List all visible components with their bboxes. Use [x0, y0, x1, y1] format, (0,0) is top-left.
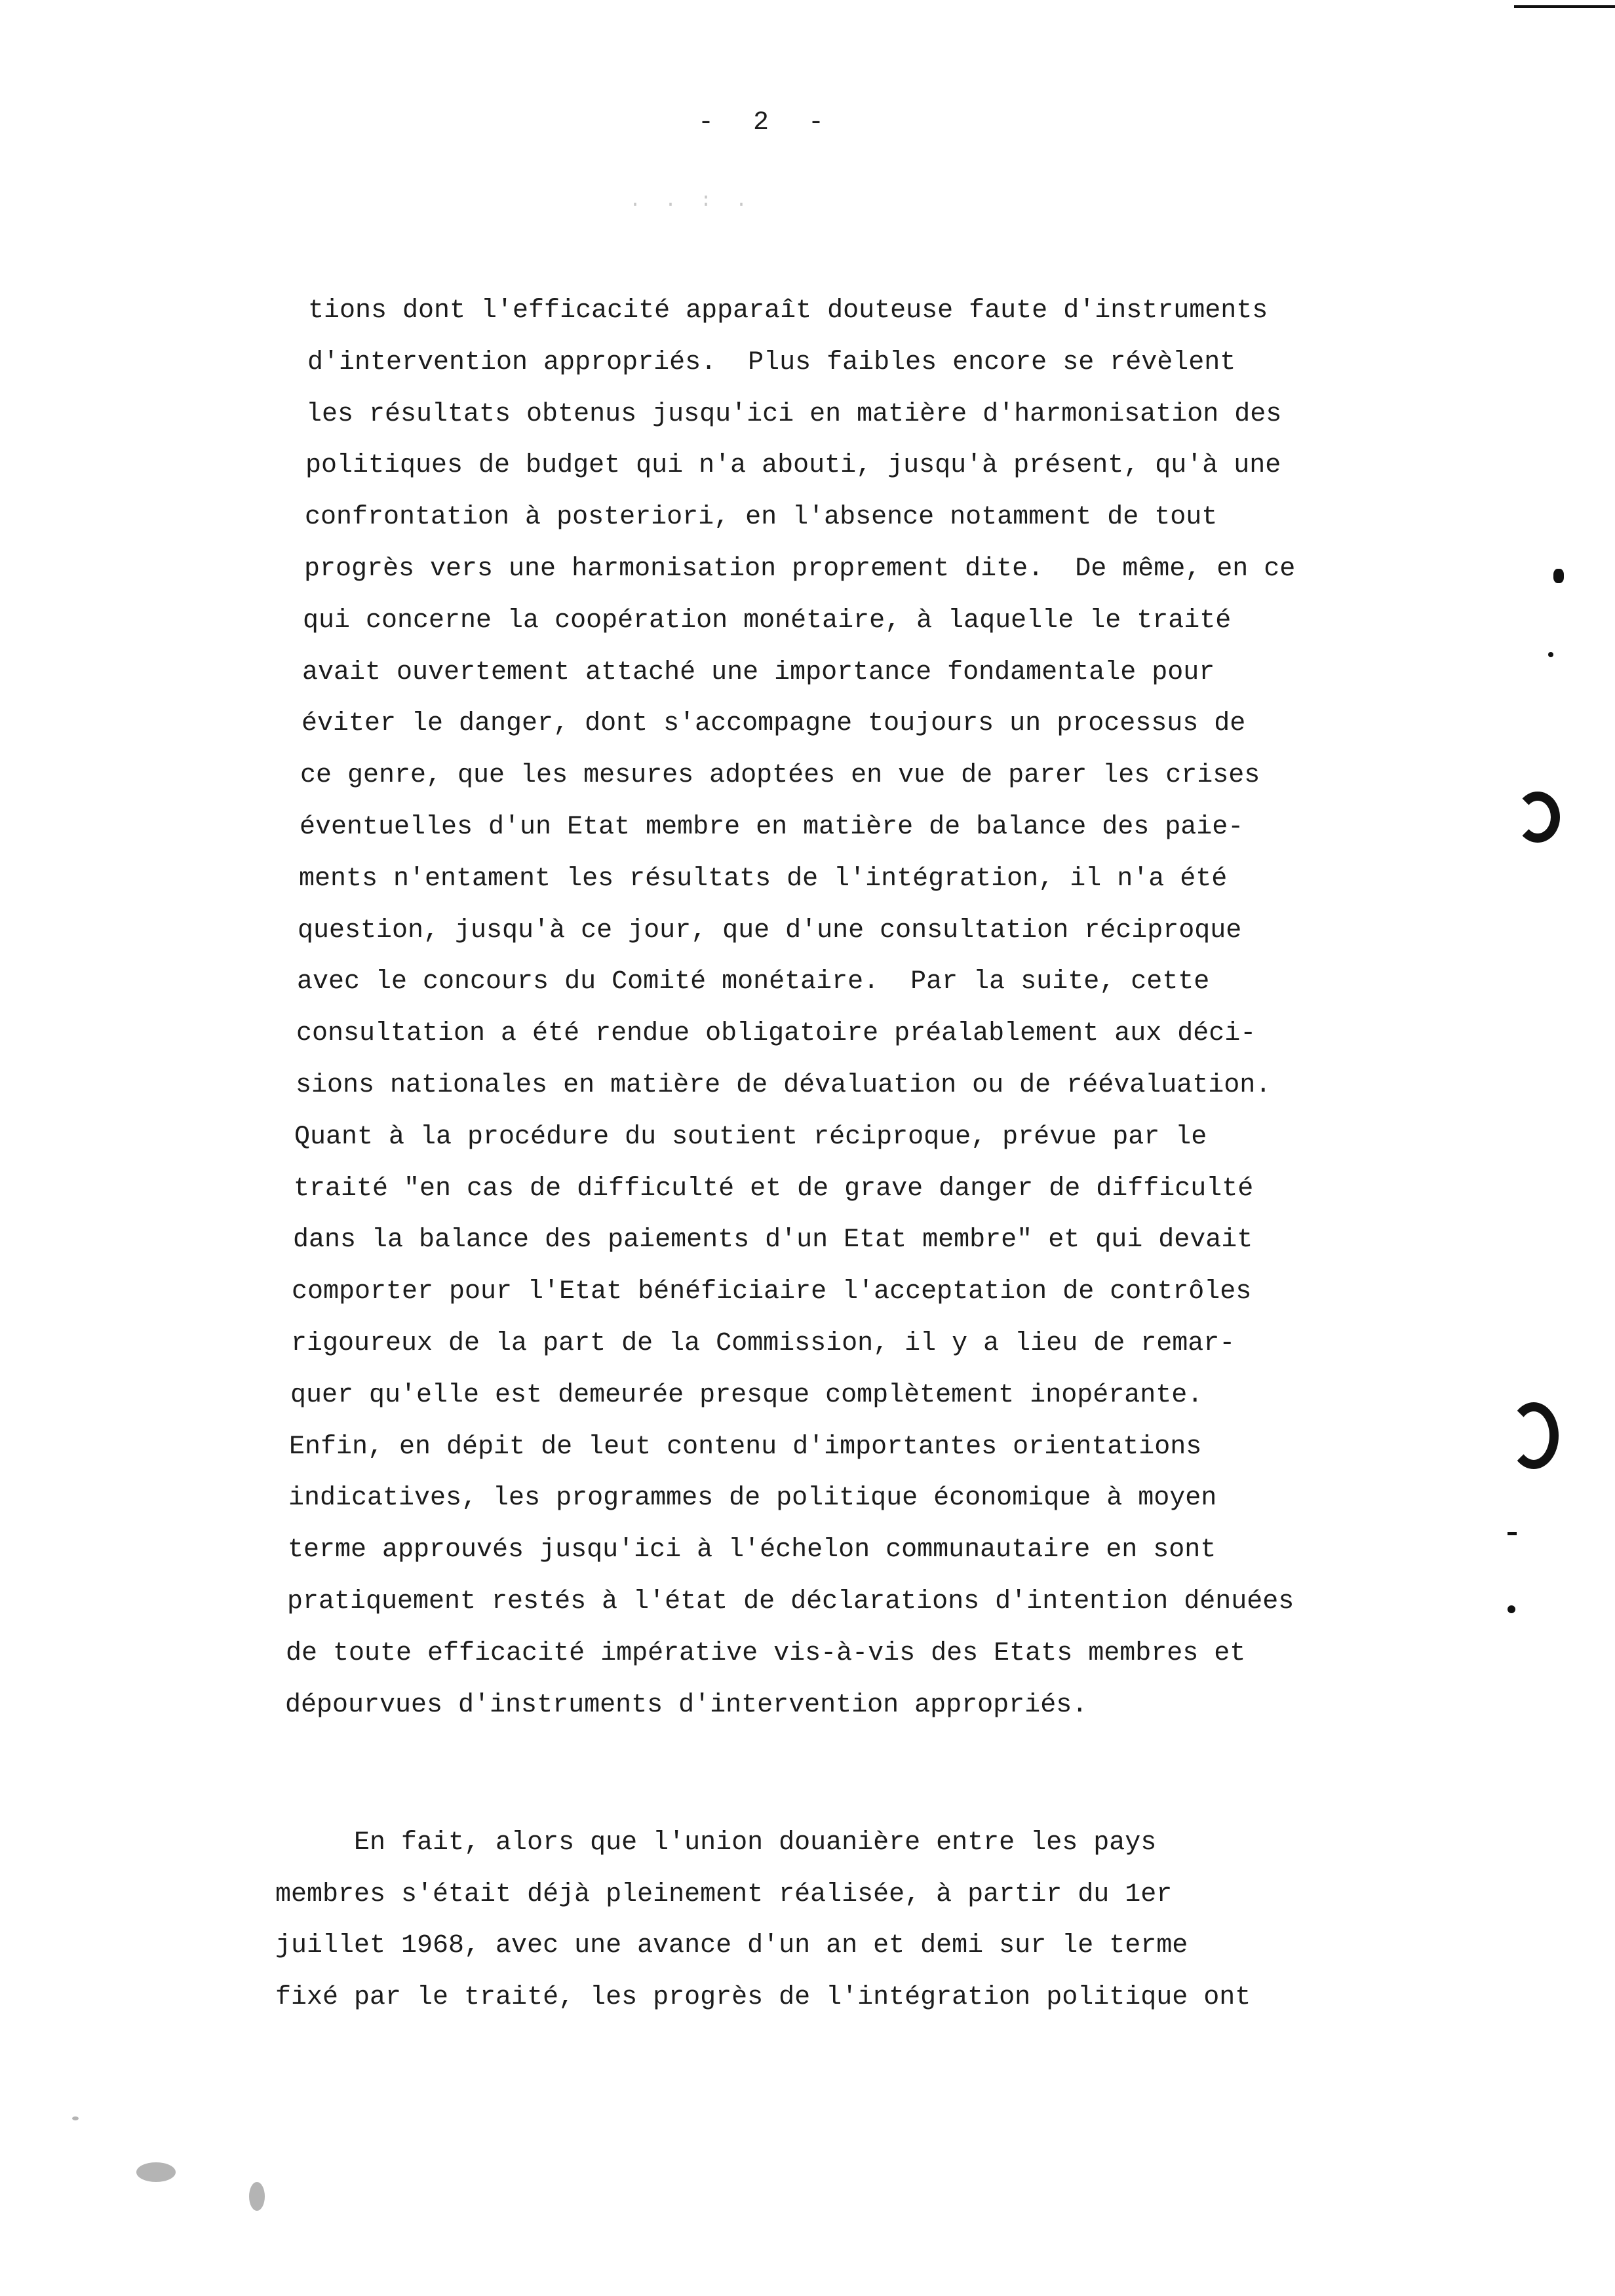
scan-speck	[249, 2182, 265, 2211]
punch-hole-mark	[1515, 792, 1560, 843]
text-line: ments n'entament les résultats de l'intégration, il n'a été	[299, 864, 1228, 894]
text-line: d'intervention appropriés. Plus faibles encore se révèlent	[307, 347, 1236, 377]
text-line: dépourvues d'instruments d'intervention appropriés.	[285, 1690, 1088, 1720]
text-line: avec le concours du Comité monétaire. Par la suite, cette	[297, 967, 1210, 997]
text-line: fixé par le traité, les progrès de l'intégration politique ont	[275, 1982, 1251, 2012]
text-line: terme approuvés jusqu'ici à l'échelon communautaire en sont	[288, 1535, 1216, 1565]
text-line: rigoureux de la part de la Commission, il y a lieu de remar-	[291, 1329, 1236, 1358]
punch-mark	[1553, 569, 1564, 583]
text-line: confrontation à posteriori, en l'absence notamment de tout	[305, 503, 1218, 533]
text-line: politiques de budget qui n'a abouti, jusqu'à présent, qu'à une	[305, 451, 1281, 481]
text-line: sions nationales en matière de dévaluation ou de réévaluation.	[296, 1071, 1272, 1100]
text-line: juillet 1968, avec une avance d'un an et demi sur le terme	[275, 1931, 1188, 1961]
text-line: qui concerne la coopération monétaire, à laquelle le traité	[303, 605, 1232, 636]
text-line: question, jusqu'à ce jour, que d'une consultation réciproque	[298, 915, 1242, 946]
text-line: indicatives, les programmes de politique économique à moyen	[288, 1483, 1217, 1514]
text-line: avait ouvertement attaché une importance fondamentale pour	[302, 657, 1215, 687]
text-line: ce genre, que les mesures adoptées en vue de parer les crises	[300, 761, 1260, 791]
text-line: comporter pour l'Etat bénéficiaire l'acceptation de contrôles	[292, 1277, 1252, 1307]
text-line: consultation a été rendue obligatoire préalablement aux déci-	[296, 1019, 1256, 1049]
text-line: dans la balance des paiements d'un Etat membre" et qui devait	[293, 1225, 1253, 1255]
punch-mark	[1548, 652, 1553, 657]
punch-mark	[1508, 1532, 1517, 1535]
text-line: Quant à la procédure du soutient réciproque, prévue par le	[294, 1122, 1207, 1152]
text-line: quer qu'elle est demeurée presque complètement inopérante.	[290, 1380, 1203, 1410]
text-line: tions dont l'efficacité apparaît douteuse faute d'instruments	[308, 296, 1268, 326]
text-line: progrès vers une harmonisation proprement dite. De même, en ce	[304, 554, 1296, 584]
punch-hole-mark	[1509, 1402, 1559, 1469]
scan-speck	[72, 2116, 79, 2120]
text-line: traité "en cas de difficulté et de grave danger de difficulté	[294, 1174, 1254, 1204]
punch-mark	[1508, 1605, 1515, 1613]
faint-bleedthrough-mark: . . : .	[629, 190, 748, 212]
text-line: éventuelles d'un Etat membre en matière de balance des paie-	[300, 813, 1244, 842]
text-line: de toute efficacité impérative vis-à-vis des Etats membres et	[286, 1638, 1246, 1668]
text-line: Enfin, en dépit de leut contenu d'importantes orientations	[289, 1432, 1202, 1462]
scan-speck	[136, 2162, 176, 2182]
text-line: membres s'était déjà pleinement réalisée, à partir du 1er	[275, 1879, 1173, 1909]
text-line: pratiquement restés à l'état de déclarations d'intention dénuées	[287, 1587, 1294, 1617]
top-edge-mark	[1514, 5, 1615, 8]
text-line: les résultats obtenus jusqu'ici en matière d'harmonisation des	[306, 399, 1282, 429]
text-line: éviter le danger, dont s'accompagne toujours un processus de	[302, 709, 1246, 739]
page-number: - 2 -	[698, 108, 836, 138]
text-line: En fait, alors que l'union douanière entre les pays	[275, 1828, 1157, 1858]
